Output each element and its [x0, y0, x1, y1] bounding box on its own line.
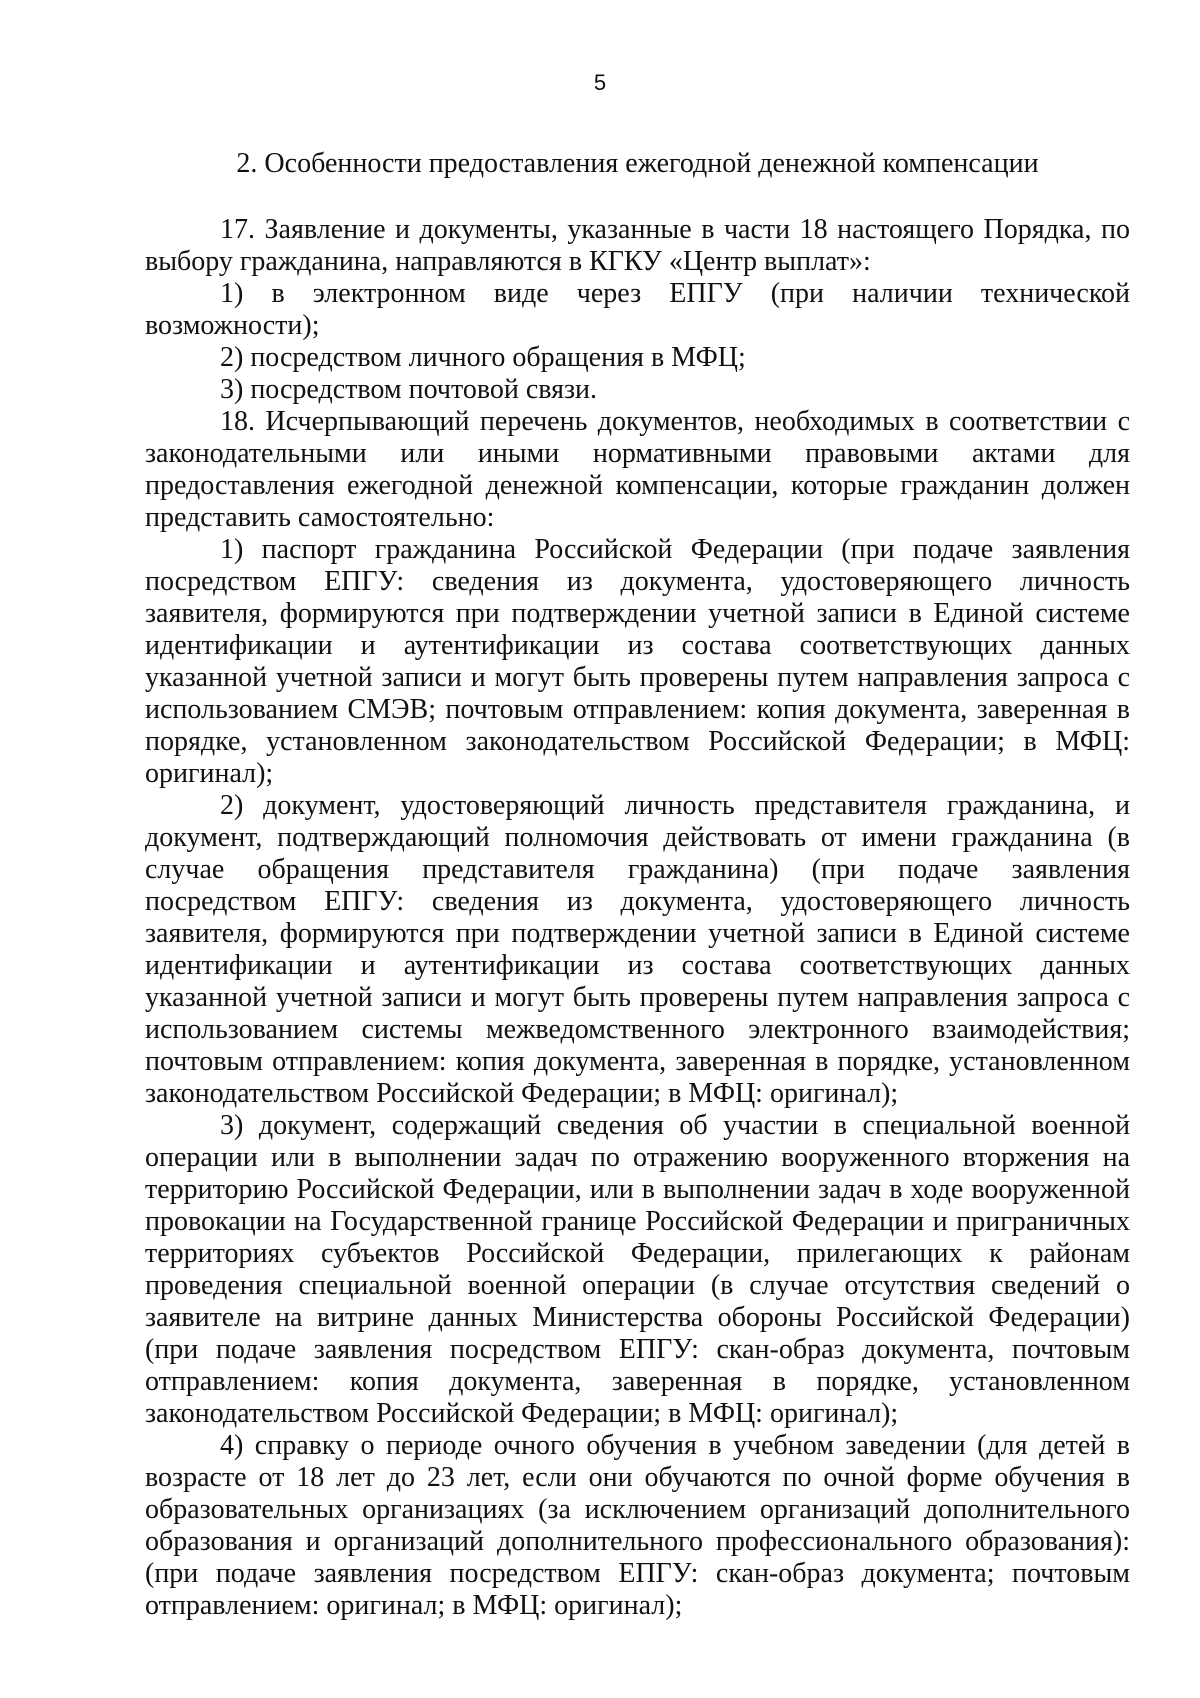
section-heading: 2. Особенности предоставления ежегодной денежной компенсации [236, 148, 1039, 179]
paragraph-18-item-3: 3) документ, содержащий сведения об участии в специальной военной операции или в выполнении задач по отражению вооруженного вторжения на территорию Российской Федерации, или в выполнении задач в ходе вооруженной провокации на Государственной границе Российской Федерации и приграничных территориях субъектов Российской Федерации, прилегающих к районам проведения специальной военной операции (в случае отсутствия сведений о заявителе на витрине данных Министерства обороны Российской Федерации) (при подаче заявления посредством ЕПГУ: скан-образ документа, почтовым отправлением: копия документа, заверенная в порядке, установленном законодательством Российской Федерации; в МФЦ: оригинал); [145, 1110, 1130, 1429]
page-number: 5 [593, 70, 607, 95]
paragraph-18-item-4: 4) справку о периоде очного обучения в учебном заведении (для детей в возрасте от 18 лет до 23 лет, если они обучаются по очной форме обучения в образовательных организациях (за исключением организаций дополнительного образования и организаций дополнительного профессионального образования): (при подаче заявления посредством ЕПГУ: скан-образ документа; почтовым отправлением: оригинал; в МФЦ: оригинал); [145, 1430, 1130, 1621]
paragraph-18-item-2: 2) документ, удостоверяющий личность представителя гражданина, и документ, подтверждающий полномочия действовать от имени гражданина (в случае обращения представителя гражданина) (при подаче заявления посредством ЕПГУ: сведения из документа, удостоверяющего личность заявителя, формируются при подтверждении учетной записи в Единой системе идентификации и аутентификации из состава соответствующих данных указанной учетной записи и могут быть проверены путем направления запроса с использованием системы межведомственного электронного взаимодействия; почтовым отправлением: копия документа, заверенная в порядке, установленном законодательством Российской Федерации; в МФЦ: оригинал); [145, 790, 1130, 1109]
paragraph-17-intro: 17. Заявление и документы, указанные в части 18 настоящего Порядка, по выбору гражданина, направляются в КГКУ «Центр выплат»: [145, 214, 1130, 277]
paragraph-17-item-1: 1) в электронном виде через ЕПГУ (при наличии технической возможности); [145, 278, 1130, 341]
document-body [145, 214, 1130, 1622]
paragraph-17-item-2: 2) посредством личного обращения в МФЦ; [220, 342, 746, 373]
paragraph-17-item-3: 3) посредством почтовой связи. [220, 374, 598, 405]
paragraph-18-item-1: 1) паспорт гражданина Российской Федерации (при подаче заявления посредством ЕПГУ: сведения из документа, удостоверяющего личность заявителя, формируются при подтверждении учетной записи в Единой системе идентификации и аутентификации из состава соответствующих данных указанной учетной записи и могут быть проверены путем направления запроса с использованием СМЭВ; почтовым отправлением: копия документа, заверенная в порядке, установленном законодательством Российской Федерации; в МФЦ: оригинал); [145, 534, 1130, 789]
paragraph-18-intro: 18. Исчерпывающий перечень документов, необходимых в соответствии с законодательными или иными нормативными правовыми актами для предоставления ежегодной денежной компенсации, которые гражданин должен представить самостоятельно: [145, 406, 1130, 533]
